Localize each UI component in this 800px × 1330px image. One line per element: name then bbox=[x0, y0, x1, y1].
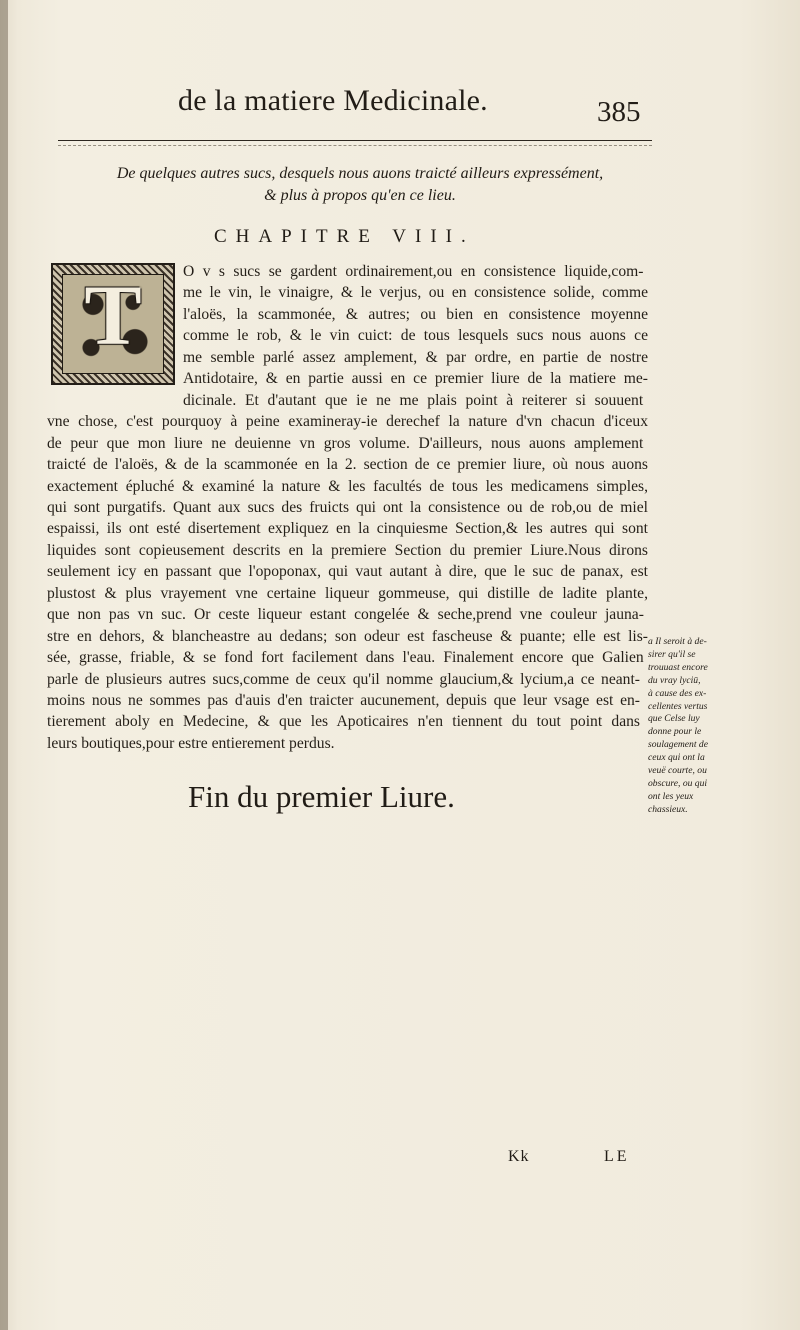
margin-note-line: veuë courte, ou bbox=[648, 765, 707, 777]
margin-note-line: du vray lyciū, bbox=[648, 674, 701, 686]
margin-note-line: chassieux. bbox=[648, 803, 688, 815]
body-line: seulement icy en passant que l'opoponax, qui vaut autant à dire, que le suc de panax, est bbox=[47, 563, 648, 581]
header-rule-secondary bbox=[58, 145, 652, 146]
chapter-subtitle-line-2: & plus à propos qu'en ce lieu. bbox=[264, 187, 456, 204]
body-line: exactement épluché & examiné la nature & les facultés de tous les medicamens simples, bbox=[47, 477, 648, 495]
margin-note-line: à cause des ex- bbox=[648, 687, 707, 699]
body-line: qui sont purgatifs. Quant aux sucs des fruicts qui ont la consistence ou de rob,ou de miel bbox=[47, 498, 648, 516]
chapter-title: CHAPITRE VIII. bbox=[214, 226, 475, 247]
body-line: me semble parlé assez amplement, & par ordre, en partie de nostre bbox=[183, 348, 648, 366]
margin-note-line: obscure, ou qui bbox=[648, 777, 708, 789]
body-line: traicté de l'aloës, & de la scammonée en la 2. section de ce premier liure, où nous auons bbox=[47, 456, 648, 474]
body-line: Antidotaire, & en partie aussi en ce premier liure de la matiere me- bbox=[183, 370, 648, 388]
body-line: parle de plusieurs autres sucs,comme de ceux qu'il nomme glaucium,& lycium,a ce neant- bbox=[47, 670, 640, 688]
decorated-initial-letter: T bbox=[84, 267, 142, 363]
chapter-subtitle bbox=[60, 163, 660, 207]
body-line: dicinale. Et d'autant que ie ne me plais point à reiterer si souuent bbox=[183, 391, 644, 409]
catchword: LE bbox=[604, 1148, 630, 1165]
body-line: me le vin, le vinaigre, & le verjus, ou en consistence solide, comme bbox=[183, 284, 648, 302]
margin-note-line: sirer qu'il se bbox=[648, 648, 696, 660]
body-line: stre en dehors, & blancheastre au dedans; son odeur est fascheuse & puante; elle est lis- bbox=[47, 627, 648, 645]
margin-note-line: donne pour le bbox=[648, 726, 702, 738]
margin-note-line: soulagement de bbox=[648, 739, 708, 751]
decorated-initial bbox=[51, 263, 175, 385]
body-line: O v s sucs se gardent ordinairement,ou en consistence liquide,com- bbox=[183, 263, 644, 280]
chapter-subtitle-line-1: De quelques autres sucs, desquels nous auons traicté ailleurs expressément, bbox=[116, 165, 604, 182]
header-rule bbox=[58, 140, 652, 141]
margin-note-line: cellentes vertus bbox=[648, 700, 708, 712]
body-line: moins nous ne sommes pas d'auis d'en traicter aucunement, depuis que leur vsage est en- bbox=[47, 692, 640, 709]
margin-note-line: ceux qui ont la bbox=[648, 752, 705, 764]
body-line: de peur que mon liure ne deuienne vn gros volume. D'ailleurs, nous auons amplement bbox=[47, 434, 644, 452]
end-of-book-heading: Fin du premier Liure. bbox=[188, 779, 455, 814]
body-line: liquides sont copieusement descrits en la premiere Section du premier Liure.Nous dirons bbox=[47, 541, 648, 559]
body-line: vne chose, c'est pourquoy à peine examineray-ie derechef la nature d'vn chacun d'iceux bbox=[47, 413, 648, 431]
body-line: plustost & plus vrayement vne certaine liqueur gommeuse, qui distille de ladite plante, bbox=[47, 584, 648, 602]
body-line: espaissi, ils ont esté disertement expliquez en la cinquiesme Section,& les autres qui sont bbox=[47, 520, 648, 538]
margin-note-line: ont les yeux bbox=[648, 790, 694, 802]
body-line: sée, grasse, friable, & se fond fort facilement dans l'eau. Finalement encore que Galien bbox=[47, 649, 644, 667]
body-line: leurs boutiques,pour estre entierement perdus. bbox=[47, 734, 335, 752]
page-number: 385 bbox=[597, 96, 641, 128]
body-line: que non pas vn suc. Or ceste liqueur estant congelée & seche,prend vne couleur jauna- bbox=[47, 606, 644, 624]
signature-mark: Kk bbox=[508, 1148, 530, 1165]
body-line: tierement aboly en Medecine, & que les Apoticaires n'en tiennent du tout point dans bbox=[47, 713, 640, 731]
body-line: l'aloës, la scammonée, & autres; ou bien en consistence moyenne bbox=[183, 305, 648, 323]
margin-note-line: que Celse luy bbox=[648, 713, 700, 725]
margin-note-line: a Il seroit à de- bbox=[648, 636, 707, 647]
margin-note bbox=[648, 636, 744, 817]
margin-note-line: trouuast encore bbox=[648, 661, 708, 673]
running-title: de la matiere Medicinale. bbox=[178, 84, 488, 117]
body-line: comme le rob, & le vin cuict: de tous lesquels sucs nous auons ce bbox=[183, 327, 648, 345]
